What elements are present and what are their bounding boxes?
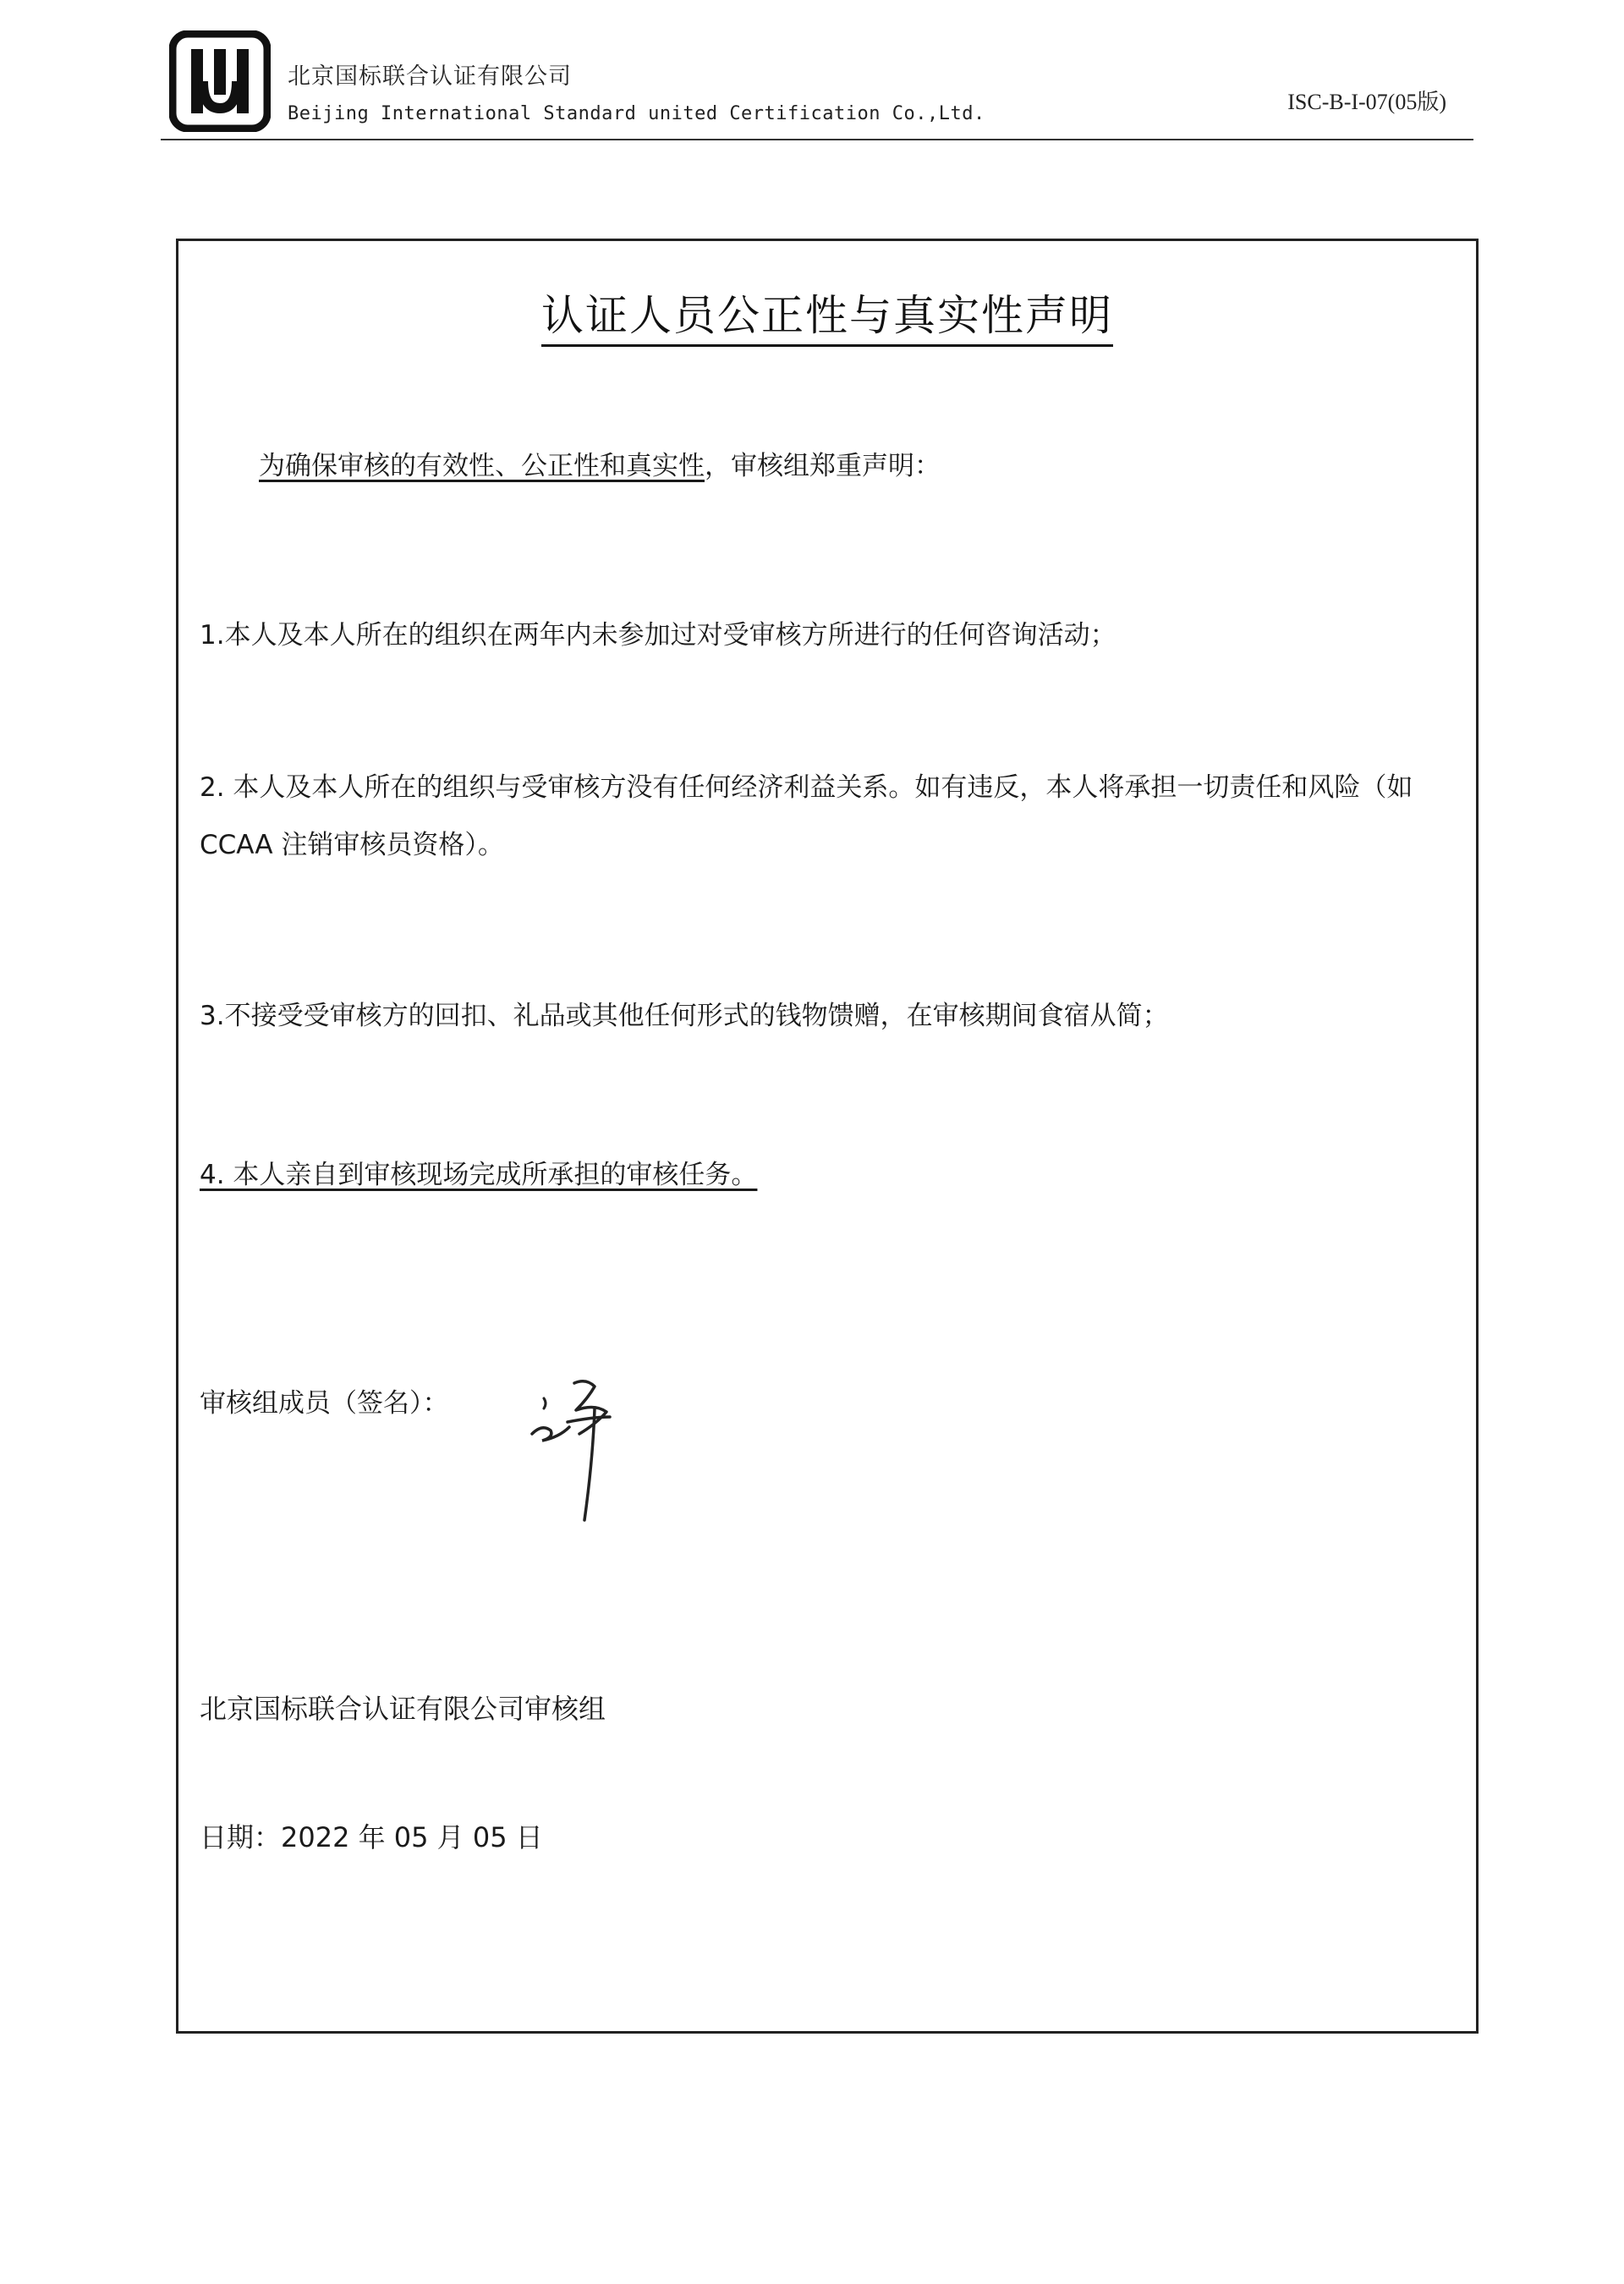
document-title: 认证人员公正性与真实性声明: [178, 282, 1476, 347]
declaration-frame: [176, 239, 1479, 2034]
company-name-cn: 北京国标联合认证有限公司: [288, 63, 572, 90]
intro-rest: ，审核组郑重声明：: [705, 451, 941, 481]
intro-statement: [259, 444, 941, 482]
company-logo: [169, 30, 271, 132]
header-divider: [161, 139, 1473, 140]
company-name-en: Beijing International Standard united Certification Co.,Ltd.: [288, 103, 985, 124]
clause-1: 1.本人及本人所在的组织在两年内未参加过对受审核方所进行的任何咨询活动；: [200, 620, 1116, 651]
handwritten-signature: [525, 1375, 694, 1544]
issuing-organization: 北京国标联合认证有限公司审核组: [200, 1693, 606, 1725]
signature-label: 审核组成员（签名）：: [200, 1388, 449, 1419]
document-code: ISC-B-I-07(05版): [1287, 90, 1446, 114]
clause-2: 2. 本人及本人所在的组织与受审核方没有任何经济利益关系。如有违反，本人将承担一切责任和风险（如 CCAA 注销审核员资格）。: [200, 772, 1413, 860]
clause-3: 3.不接受受审核方的回扣、礼品或其他任何形式的钱物馈赠，在审核期间食宿从简；: [200, 1001, 1169, 1031]
clause-4: 4. 本人亲自到审核现场完成所承担的审核任务。: [200, 1160, 758, 1190]
letterhead: [161, 25, 1480, 144]
declaration-date: 日期：2022 年 05 月 05 日: [200, 1821, 543, 1853]
intro-underlined: 为确保审核的有效性、公正性和真实性: [259, 451, 705, 481]
